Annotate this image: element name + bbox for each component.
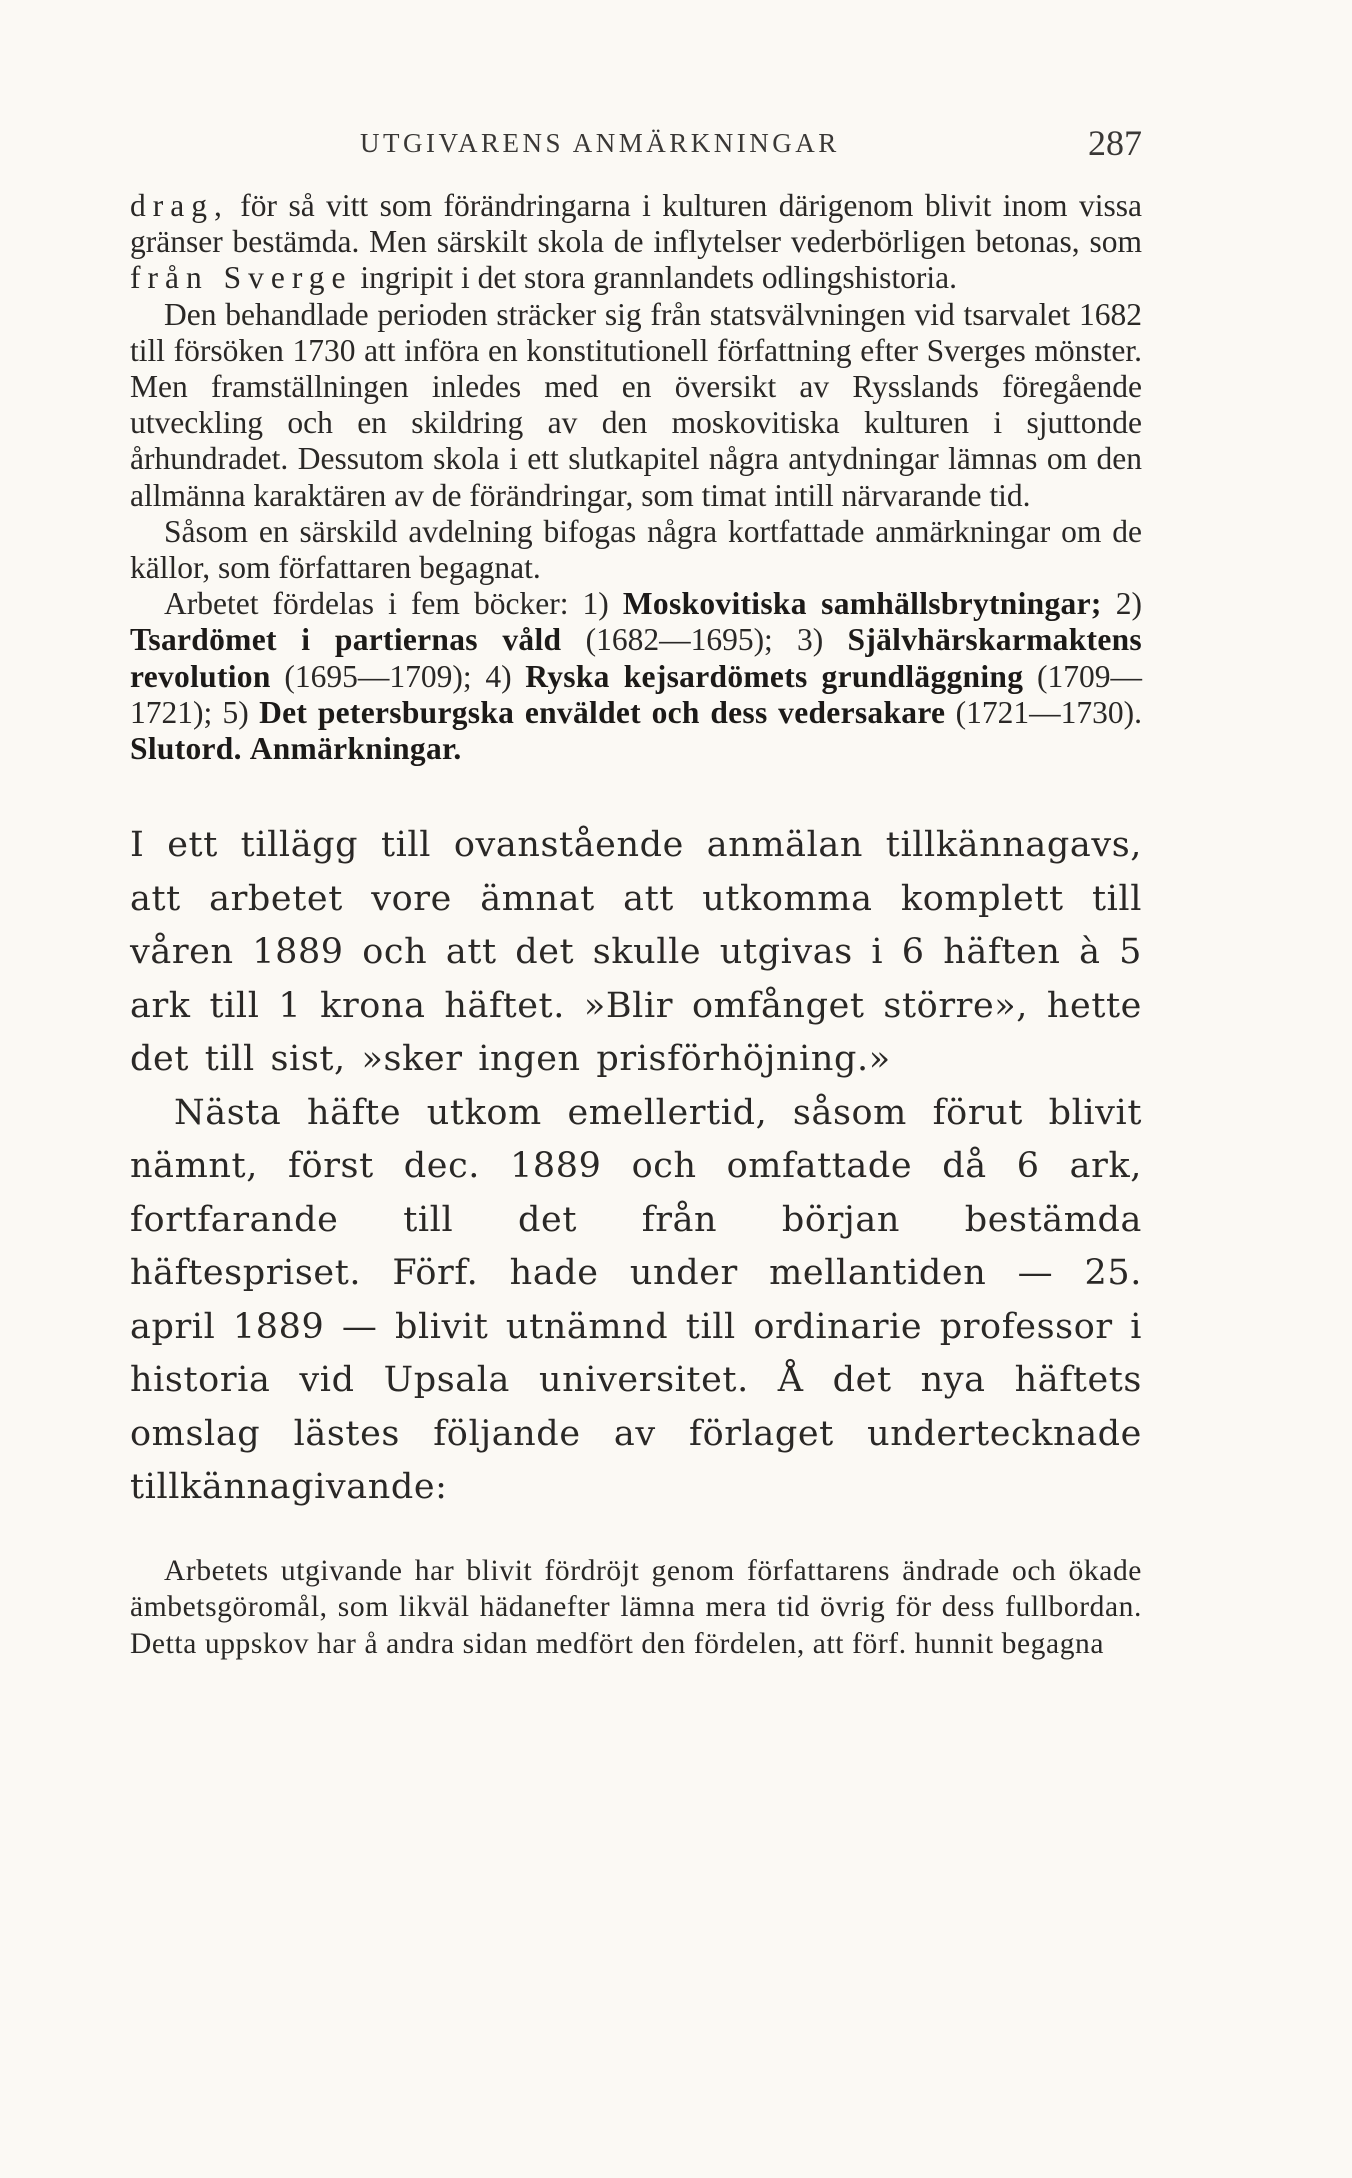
paragraph-1	[130, 188, 1142, 297]
closing-title-1: Slutord.	[130, 731, 242, 767]
spaced-phrase: från Sverge	[130, 260, 353, 296]
running-head	[130, 118, 1142, 178]
text-run: Arbetet fördelas i fem böcker: 1)	[164, 586, 623, 622]
paragraph-2: Den behandlade perioden sträcker sig från statsvälvningen vid tsarvalet 1682 till försöken 1730 att införa en konstitutionell författning efter Sverges mönster. Men framställningen inledes med en översikt av Rysslands föregående utveckling och en skildring av den moskovitiska kulturen i sjuttonde århundradet. Dessutom skola i ett slutkapitel några antydningar lämnas om den allmänna karaktären av de förändringar, som timat intill närvarande tid.	[130, 296, 1142, 513]
paragraph-5: I ett tillägg till ovanstående anmälan tillkännagavs, att arbetet vore ämnat att utkomma komplett till våren 1889 och att det skulle utgivas i 6 häften à 5 ark till 1 krona häftet. »Blir omfånget större», hette det till sist, »sker ingen prisförhöjning.»	[130, 825, 1142, 1080]
text-run: 2)	[1101, 586, 1142, 622]
running-title: UTGIVARENS ANMÄRKNINGAR	[360, 128, 840, 158]
text-run: ingripit i det stora grannlandets odlingshistoria.	[352, 260, 958, 296]
paragraph-4-contents	[130, 586, 1142, 767]
text-run: (1695—1709); 4)	[270, 658, 526, 694]
section-1	[130, 188, 1142, 767]
text-run: för så vitt som förändringarna i kulturen därigenom blivit inom vissa gränser bestämda. Men särskilt skola de inflytelser vederbörligen betonas, som	[130, 188, 1142, 260]
paragraph-7: Arbetets utgivande har blivit fördröjt genom författarens ändrade och ökade ämbetsgöromål, som likväl hädanefter lämna mera tid övrig för dess fullbordan. Detta uppskov har å andra sidan medfört den fördelen, att förf. hunnit begagna	[130, 1554, 1142, 1660]
text-run: (1721—1730).	[945, 694, 1143, 730]
section-3-quote	[130, 1553, 1142, 1663]
text-run: (1682—1695); 3)	[561, 622, 848, 658]
page-number: 287	[1088, 123, 1142, 163]
spaced-word: drag,	[130, 188, 229, 223]
text-run: (1709—1721); 5)	[130, 658, 1142, 730]
section-2	[130, 819, 1142, 1515]
closing-title-2: Anmärkningar.	[249, 731, 462, 767]
paragraph-6: Nästa häfte utkom emellertid, såsom förut blivit nämnt, först dec. 1889 och omfattade då 6 ark, fortfarande till det från början bestämda häftespriset. Förf. hade under mellantiden — 25. april 1889 — blivit utnämnd till ordinarie professor i historia vid Upsala universitet. Å det nya häftets omslag lästes följande av förlaget undertecknade tillkännagivande:	[130, 1092, 1142, 1508]
text-run	[242, 731, 250, 766]
book-title-3: Självhärskarmaktens revolution	[130, 622, 1142, 694]
book-title-4: Ryska kejsardömets grundläggning	[525, 658, 1024, 694]
book-title-2: Tsardömet i partiernas våld	[130, 622, 562, 658]
book-title-1: Moskovitiska samhällsbrytningar;	[622, 586, 1102, 622]
page	[130, 118, 1142, 1662]
book-title-5: Det petersburgska enväldet och dess vedersakare	[259, 694, 946, 730]
paragraph-3: Såsom en särskild avdelning bifogas några kortfattade anmärkningar om de källor, som författaren begagnat.	[130, 513, 1142, 586]
